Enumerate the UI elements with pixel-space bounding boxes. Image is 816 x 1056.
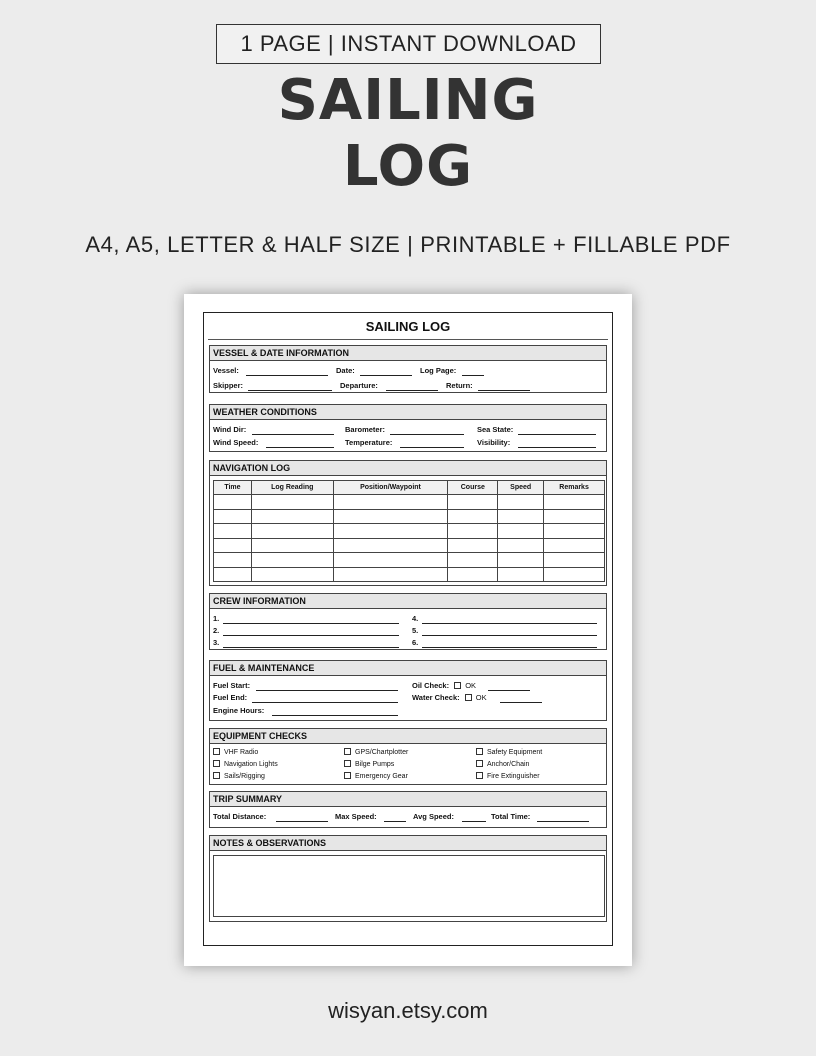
navigation-section <box>209 460 607 586</box>
avg-speed-field[interactable] <box>462 821 486 822</box>
checkbox[interactable] <box>213 748 220 755</box>
date-field[interactable] <box>360 375 412 376</box>
crew-field-1[interactable] <box>223 623 399 624</box>
oil-check-field[interactable] <box>488 690 530 691</box>
equipment-gps[interactable] <box>344 748 408 756</box>
crew-field-4[interactable] <box>422 623 597 624</box>
shop-url: wisyan.etsy.com <box>328 998 488 1023</box>
oil-ok-text: OK <box>465 681 477 690</box>
fuel-end-label: Fuel End: <box>213 693 248 702</box>
crew-heading: CREW INFORMATION <box>210 594 606 609</box>
checkbox[interactable] <box>476 772 483 779</box>
engine-hours-label: Engine Hours: <box>213 706 265 715</box>
crew-number-6: 6. <box>412 638 419 647</box>
visibility-field[interactable] <box>518 447 596 448</box>
weather-section <box>209 404 607 452</box>
barometer-field[interactable] <box>390 434 464 435</box>
temperature-label: Temperature: <box>345 438 393 447</box>
wind-dir-field[interactable] <box>252 434 334 435</box>
equipment-emergency[interactable] <box>344 772 408 780</box>
departure-label: Departure: <box>340 381 378 390</box>
log-sheet-preview <box>184 294 632 966</box>
sea-state-field[interactable] <box>518 434 596 435</box>
water-ok-text: OK <box>475 693 487 702</box>
sheet-frame <box>203 312 613 946</box>
fuel-section <box>209 660 607 721</box>
equipment-label: Bilge Pumps <box>355 761 395 768</box>
checkbox[interactable] <box>344 760 351 767</box>
water-check-text: Water Check: <box>412 693 460 702</box>
wind-speed-field[interactable] <box>266 447 334 448</box>
oil-check-checkbox[interactable] <box>454 682 461 689</box>
equipment-label: Safety Equipment <box>487 749 543 756</box>
promo-subtitle: A4, A5, LETTER & HALF SIZE | PRINTABLE + FILLABLE PDF <box>85 232 731 257</box>
table-row <box>214 567 605 582</box>
equipment-label: GPS/Chartplotter <box>355 749 409 756</box>
equipment-label: VHF Radio <box>224 749 259 756</box>
crew-field-3[interactable] <box>223 647 399 648</box>
total-distance-field[interactable] <box>276 821 328 822</box>
barometer-label: Barometer: <box>345 425 386 434</box>
crew-section <box>209 593 607 650</box>
col-course: Course <box>448 481 498 495</box>
crew-number-3: 3. <box>213 638 220 647</box>
trip-section <box>209 791 607 828</box>
crew-number-4: 4. <box>412 614 419 623</box>
col-speed: Speed <box>498 481 544 495</box>
equipment-label: Navigation Lights <box>224 761 278 768</box>
total-distance-label: Total Distance: <box>213 812 267 821</box>
skipper-label: Skipper: <box>213 381 244 390</box>
promo-title-line2: LOG <box>342 134 474 199</box>
fuel-end-field[interactable] <box>252 702 398 703</box>
water-check-checkbox[interactable] <box>465 694 472 701</box>
visibility-label: Visibility: <box>477 438 511 447</box>
oil-check-label <box>412 681 476 690</box>
water-check-field[interactable] <box>500 702 542 703</box>
equipment-safety[interactable] <box>476 748 542 756</box>
table-row <box>214 509 605 524</box>
sheet-title: SAILING LOG <box>365 319 451 334</box>
crew-field-6[interactable] <box>422 647 597 648</box>
date-label: Date: <box>336 366 355 375</box>
navigation-heading: NAVIGATION LOG <box>210 461 606 476</box>
checkbox[interactable] <box>344 748 351 755</box>
checkbox[interactable] <box>213 772 220 779</box>
crew-number-5: 5. <box>412 626 419 635</box>
table-row <box>214 524 605 539</box>
table-row <box>214 495 605 510</box>
equipment-sails[interactable] <box>213 772 265 780</box>
equipment-nav-lights[interactable] <box>213 760 278 768</box>
return-label: Return: <box>446 381 473 390</box>
title-divider <box>208 339 608 340</box>
col-position-waypoint: Position/Waypoint <box>333 481 448 495</box>
navigation-table <box>213 480 605 582</box>
col-time: Time <box>214 481 252 495</box>
table-row <box>214 553 605 568</box>
avg-speed-label: Avg Speed: <box>413 812 454 821</box>
checkbox[interactable] <box>476 760 483 767</box>
equipment-fire-ext[interactable] <box>476 772 540 780</box>
fuel-start-label: Fuel Start: <box>213 681 251 690</box>
crew-number-2: 2. <box>213 626 220 635</box>
equipment-label: Sails/Rigging <box>224 773 265 780</box>
sea-state-label: Sea State: <box>477 425 514 434</box>
vessel-label: Vessel: <box>213 366 239 375</box>
log-page-field[interactable] <box>462 375 484 376</box>
return-field[interactable] <box>478 390 530 391</box>
log-page-label: Log Page: <box>420 366 457 375</box>
equipment-vhf-radio[interactable] <box>213 748 258 756</box>
promo-title-line1: SAILING <box>277 68 539 133</box>
equipment-anchor[interactable] <box>476 760 529 768</box>
crew-field-2[interactable] <box>223 635 399 636</box>
promo-badge: 1 PAGE | INSTANT DOWNLOAD <box>216 24 601 64</box>
equipment-heading: EQUIPMENT CHECKS <box>210 729 606 744</box>
notes-heading: NOTES & OBSERVATIONS <box>210 836 606 851</box>
trip-heading: TRIP SUMMARY <box>210 792 606 807</box>
skipper-field[interactable] <box>248 390 332 391</box>
equipment-label: Fire Extinguisher <box>487 773 540 780</box>
equipment-label: Emergency Gear <box>355 773 408 780</box>
equipment-label: Anchor/Chain <box>487 761 530 768</box>
weather-heading: WEATHER CONDITIONS <box>210 405 606 420</box>
equipment-section <box>209 728 607 785</box>
crew-field-5[interactable] <box>422 635 597 636</box>
checkbox[interactable] <box>213 760 220 767</box>
notes-textarea[interactable] <box>213 855 605 917</box>
navigation-header-row <box>214 481 605 495</box>
temperature-field[interactable] <box>400 447 464 448</box>
max-speed-label: Max Speed: <box>335 812 377 821</box>
vessel-section <box>209 345 607 393</box>
fuel-start-field[interactable] <box>256 690 398 691</box>
vessel-field[interactable] <box>246 375 328 376</box>
table-row <box>214 538 605 553</box>
col-remarks: Remarks <box>544 481 605 495</box>
checkbox[interactable] <box>476 748 483 755</box>
wind-speed-label: Wind Speed: <box>213 438 259 447</box>
oil-check-text: Oil Check: <box>412 681 450 690</box>
equipment-bilge-pumps[interactable] <box>344 760 394 768</box>
departure-field[interactable] <box>386 390 438 391</box>
total-time-label: Total Time: <box>491 812 531 821</box>
crew-number-1: 1. <box>213 614 220 623</box>
wind-dir-label: Wind Dir: <box>213 425 247 434</box>
checkbox[interactable] <box>344 772 351 779</box>
engine-hours-field[interactable] <box>272 715 398 716</box>
col-log-reading: Log Reading <box>251 481 333 495</box>
max-speed-field[interactable] <box>384 821 406 822</box>
total-time-field[interactable] <box>537 821 589 822</box>
water-check-label <box>412 693 487 702</box>
vessel-heading: VESSEL & DATE INFORMATION <box>210 346 606 361</box>
notes-section <box>209 835 607 922</box>
fuel-heading: FUEL & MAINTENANCE <box>210 661 606 676</box>
